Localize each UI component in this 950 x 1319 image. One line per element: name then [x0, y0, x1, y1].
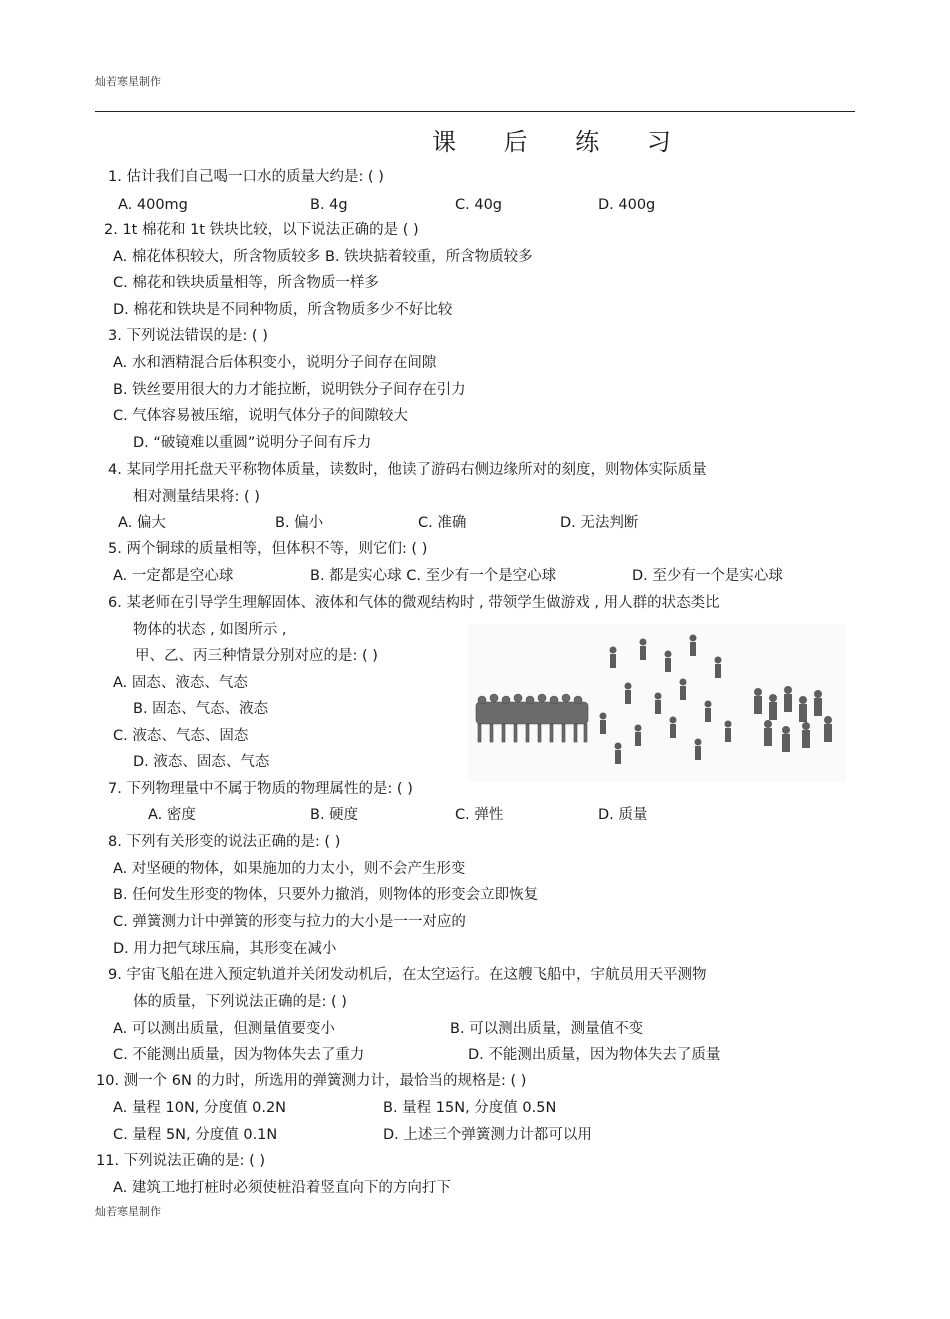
question-3: 3. 下列说法错误的是: ( )	[108, 328, 268, 344]
question-10: 10. 测一个 6N 的力时，所选用的弹簧测力计，最恰当的规格是: ( )	[96, 1073, 527, 1089]
question-6: 6. 某老师在引导学生理解固体、液体和气体的微观结构时 , 带领学生做游戏 , 用人群的状态类比	[108, 595, 720, 611]
q5-option-d: D. 至少有一个是实心球	[632, 568, 783, 584]
q2-option-ab: A. 棉花体积较大，所含物质较多 B. 铁块掂着较重，所含物质较多	[113, 249, 533, 265]
q6-option-c: C. 液态、气态、固态	[113, 728, 249, 744]
q11-option-a: A. 建筑工地打桩时必须使桩沿着竖直向下的方向打下	[113, 1180, 451, 1196]
q7-option-b: B. 硬度	[310, 807, 359, 823]
q10-option-d: D. 上述三个弹簧测力计都可以用	[383, 1127, 592, 1143]
q8-option-c: C. 弹簧测力计中弹簧的形变与拉力的大小是一一对应的	[113, 914, 466, 930]
crowd-states-illustration	[468, 624, 846, 782]
q6-option-d: D. 液态、固态、气态	[133, 754, 270, 770]
q1-option-b: B. 4g	[310, 197, 348, 213]
q3-option-c: C. 气体容易被压缩，说明气体分子的间隙较大	[113, 408, 408, 424]
question-2: 2. 1t 棉花和 1t 铁块比较，以下说法正确的是 ( )	[104, 222, 419, 238]
header-rule	[95, 111, 855, 112]
q4-option-c: C. 准确	[418, 515, 467, 531]
q7-option-c: C. 弹性	[455, 807, 504, 823]
question-7: 7. 下列物理量中不属于物质的物理属性的是: ( )	[108, 781, 413, 797]
q9-option-a: A. 可以测出质量，但测量值要变小	[113, 1021, 335, 1037]
question-6-cont2: 甲、乙、丙三种情景分别对应的是: ( )	[135, 648, 378, 664]
question-4: 4. 某同学用托盘天平称物体质量，读数时，他读了游码右侧边缘所对的刻度，则物体实际质量	[108, 462, 707, 478]
q4-option-a: A. 偏大	[118, 515, 166, 531]
page-header: 灿若寒星制作	[95, 75, 161, 88]
question-9-cont: 体的质量，下列说法正确的是: ( )	[133, 994, 347, 1010]
q7-option-d: D. 质量	[598, 807, 648, 823]
crowd-states-figure	[468, 624, 846, 782]
page-footer: 灿若寒星制作	[95, 1205, 161, 1218]
q3-option-d: D. “破镜难以重圆”说明分子间有斥力	[133, 435, 372, 451]
q3-option-a: A. 水和酒精混合后体积变小，说明分子间存在间隙	[113, 355, 437, 371]
q5-option-bc: B. 都是实心球 C. 至少有一个是空心球	[310, 568, 557, 584]
question-1: 1. 估计我们自己喝一口水的质量大约是: ( )	[108, 169, 384, 185]
q10-option-a: A. 量程 10N, 分度值 0.2N	[113, 1100, 287, 1116]
question-11: 11. 下列说法正确的是: ( )	[96, 1153, 266, 1169]
question-9: 9. 宇宙飞船在进入预定轨道并关闭发动机后，在太空运行。在这艘飞船中，宇航员用天平测物	[108, 967, 707, 983]
question-6-cont: 物体的状态 , 如图所示 ,	[133, 622, 287, 638]
q5-option-a: A. 一定都是空心球	[113, 568, 234, 584]
q2-option-c: C. 棉花和铁块质量相等，所含物质一样多	[113, 275, 379, 291]
q10-option-c: C. 量程 5N, 分度值 0.1N	[113, 1127, 278, 1143]
q2-option-d: D. 棉花和铁块是不同种物质，所含物质多少不好比较	[113, 302, 453, 318]
question-8: 8. 下列有关形变的说法正确的是: ( )	[108, 834, 341, 850]
q1-option-d: D. 400g	[598, 197, 656, 213]
q9-option-d: D. 不能测出质量，因为物体失去了质量	[468, 1047, 721, 1063]
q8-option-b: B. 任何发生形变的物体，只要外力撤消，则物体的形变会立即恢复	[113, 887, 539, 903]
q1-option-a: A. 400mg	[118, 197, 188, 213]
q9-option-c: C. 不能测出质量，因为物体失去了重力	[113, 1047, 365, 1063]
q4-option-d: D. 无法判断	[560, 515, 639, 531]
q8-option-a: A. 对坚硬的物体，如果施加的力太小，则不会产生形变	[113, 861, 466, 877]
question-4-cont: 相对测量结果将: ( )	[133, 489, 260, 505]
q1-option-c: C. 40g	[455, 197, 502, 213]
q8-option-d: D. 用力把气球压扁，其形变在减小	[113, 941, 337, 957]
q9-option-b: B. 可以测出质量，测量值不变	[450, 1021, 644, 1037]
q3-option-b: B. 铁丝要用很大的力才能拉断，说明铁分子间存在引力	[113, 382, 466, 398]
question-5: 5. 两个铜球的质量相等，但体积不等，则它们: ( )	[108, 541, 428, 557]
q7-option-a: A. 密度	[148, 807, 196, 823]
q10-option-b: B. 量程 15N, 分度值 0.5N	[383, 1100, 557, 1116]
q6-option-a: A. 固态、液态、气态	[113, 675, 248, 691]
q6-option-b: B. 固态、气态、液态	[133, 701, 269, 717]
q4-option-b: B. 偏小	[275, 515, 324, 531]
page-title: 课 后 练 习	[432, 128, 691, 156]
